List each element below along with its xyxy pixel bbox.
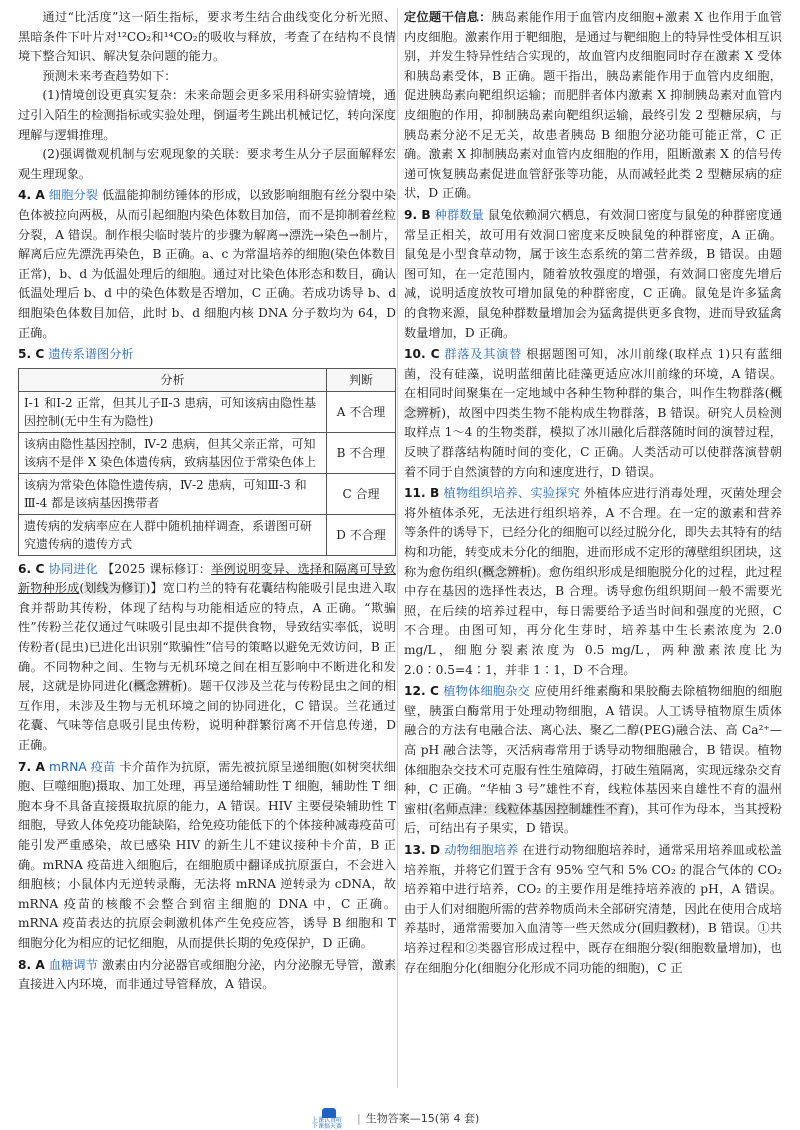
note-label: 回归教材 xyxy=(641,921,691,936)
page-number xyxy=(352,1110,479,1126)
topic-tag: 种群数量 xyxy=(434,207,484,222)
note-label: 概念辨析 xyxy=(482,564,532,579)
analysis-table xyxy=(18,368,396,556)
judgement-cell: D 不合理 xyxy=(327,514,396,555)
subject-page: 生物答案—15 xyxy=(365,1112,435,1125)
table-row xyxy=(19,473,396,514)
analysis-cell: 遗传病的发病率应在人群中随机抽样调查，系谱图可研究遗传病的遗传方式 xyxy=(19,514,327,555)
question-number: 10. C xyxy=(404,347,440,362)
answer-7 xyxy=(18,758,396,954)
answer-text: 根据题图可知，冰川前缘(取样点 1)只有蓝细菌，没有硅藻，说明蓝细菌比硅藻更适应冰川前缘的环境，A 错误。在相同时间聚集在一定地域中各种生物种群的集合，叫作生物群落( xyxy=(404,347,783,401)
question-number: 7. A xyxy=(18,759,45,774)
answer-9 xyxy=(404,206,782,343)
analysis-cell: 该病由隐性基因控制，Ⅳ-2 患病，但其父亲正常，可知该病不是伴 X 染色体遗传病，致病基因位于常染色体上 xyxy=(19,432,327,473)
question-number: 8. A xyxy=(18,957,45,972)
answer-text: )。题干仅涉及兰花与传粉昆虫之间的相互作用，未涉及生物与无机环境之间的协同进化，C 错误。兰花通过花囊、气味等信息吸引昆虫传粉，说明种群繁衍离不开信息传递，D 正确。 xyxy=(18,679,397,753)
answer-11 xyxy=(404,484,782,680)
topic-tag: 植物组织培养、实验探究 xyxy=(443,486,580,501)
column-header: 判断 xyxy=(327,368,396,391)
answer-13 xyxy=(404,841,782,978)
answer-text: 低温能抑制纺锤体的形成，以致影响细胞有丝分裂中染色体被拉向两极，从而引起细胞内染色体数目加倍，而不是抑制着丝粒分裂，A 错误。制作根尖临时装片的步骤为解离→漂洗→染色→制片，解离后应先漂洗再染色，B 正确。a、c 为常温培养的细胞(染色体数目正常)，b、d 为低温处理后的细胞。通过对比染色体形态和数目，确认低温处理后 b、d 中的染色体数是否增加，C 正确。若成功诱导 b、d 细胞染色体数目加倍，此时 b、d 细胞内核 DNA 分子数均为 64，D 正确。 xyxy=(18,188,397,340)
logo-text: 上课认真听 xyxy=(312,1117,343,1124)
answer-5 xyxy=(18,345,396,365)
topic-tag: 遗传系谱图分析 xyxy=(48,347,134,362)
answer-text: 外植体应进行消毒处理，灭菌处理会将外植体杀死，无法进行组织培养，A 不合理。在一定的激素和营养等条件的诱导下，已经分化的细胞可以经过脱分化，即失去其特有的结构和功能，转变成未分化的细胞，进而形成不定形的薄壁组织团块，这称为愈伤组织( xyxy=(404,486,783,579)
intro-paragraph: 预测未来考查趋势如下： xyxy=(42,68,177,83)
answer-text: 在进行动物细胞培养时，通常采用培养皿或松盖培养瓶，并将它们置于含有 95% 空气和 5% CO₂ 的混合气体的 CO₂ 培养箱中进行培养，CO₂ 的主要作用是维持培养液的 pH，A 错误。由于人们对细胞所需的营养物质尚未全部研究清楚，因此在使用合成培养基时，通常需要加入血清等一些天然成分( xyxy=(404,842,783,936)
question-number: 11. B xyxy=(404,486,440,501)
question-number: 5. C xyxy=(18,347,45,362)
answer-text: )，B 错误。①共培养过程和②类器官形成过程中，既存在细胞分裂(细胞数量增加)，也存在细胞分化(细胞分化形成不同功能的细胞)，C 正 xyxy=(404,921,782,975)
page-footer xyxy=(0,1108,800,1128)
answer-text: )，故图中四类生物不能构成生物群落，B 错误。研究人员检测取样点 1～4 的生物类群，模拟了冰川融化后群落随时间的演替过程，反映了群落结构随时间的变化，C 正确。人类活动可以使群落演替朝着不同于自然演替的方向和速度进行，D 错误。 xyxy=(404,405,782,479)
topic-tag: 协同进化 xyxy=(48,561,98,576)
table-row xyxy=(19,432,396,473)
analysis-cell: Ⅰ-1 和Ⅰ-2 正常，但其儿子Ⅱ-3 患病，可知该病由隐性基因控制(无中生有为隐性) xyxy=(19,391,327,432)
logo-text: 下课搞天赛 xyxy=(312,1123,343,1130)
set-label: (第 4 套) xyxy=(434,1112,480,1125)
column-header: 分析 xyxy=(19,368,327,391)
judgement-cell: C 合理 xyxy=(327,473,396,514)
intro-paragraph: 通过“比活度”这一陌生指标，要求考生结合曲线变化分析光照、黑暗条件下叶片对¹²CO₂和¹⁴CO₂的吸收与释放，考查了在结构不良情境下整合知识、解决复杂问题的能力。 xyxy=(18,10,396,64)
column-divider xyxy=(397,8,398,1088)
answer-4 xyxy=(18,186,396,343)
note-label: 概念辨析 xyxy=(404,386,783,420)
separator: | xyxy=(357,1112,361,1125)
note-label: 概念辨析 xyxy=(133,679,183,694)
judgement-cell: A 不合理 xyxy=(327,391,396,432)
question-number: 13. D xyxy=(404,842,441,857)
topic-tag: 动物细胞培养 xyxy=(444,842,519,857)
judgement-cell: B 不合理 xyxy=(327,432,396,473)
answer-text: 激素由内分泌器官或细胞分泌，内分泌腺无导管，激素直接进入内环境，而非通过导管释放，A 错误。 xyxy=(18,957,397,992)
topic-tag: 群落及其演替 xyxy=(443,347,523,362)
analysis-cell: 该病为常染色体隐性遗传病，Ⅳ-2 患病，可知Ⅲ-3 和Ⅲ-4 都是该病基因携带者 xyxy=(19,473,327,514)
table-row xyxy=(19,391,396,432)
question-number: 6. C xyxy=(18,561,45,576)
answer-text: )。愈伤组织形成是细胞脱分化的过程，此过程中存在基因的选择性表达，B 合理。诱导愈伤组织期间一般不需要光照，在后续的培养过程中，每日需要给予适当时间和强度的光照，C 不合理。由图可知，再分化生芽时，培养基中生长素浓度为 2.0 mg/L，细胞分裂素浓度为 0.5 mg/L，两种激素浓度比为 2.0∶0.5=4∶1，并非 1∶1，D 不合理。 xyxy=(404,564,782,677)
answer-text: 卡介苗作为抗原，需先被抗原呈递细胞(如树突状细胞、巨噬细胞)摄取、加工处理，再呈递给辅助性 T 细胞，辅助性 T 细胞本身不具备直接摄取抗原的能力，A 错误。HIV 主要侵染辅助性 T 细胞，导致人体免疫功能缺陷，给免疫功能低下的个体接种减毒疫苗可能引发严重感染，故已感染 HIV 的新生儿不建议接种卡介苗，B 正确。mRNA 疫苗进入细胞后，在细胞质中翻译成抗原蛋白，不会进入细胞核；小鼠体内无逆转录酶，无法将 mRNA 逆转录为 cDNA，故 mRNA 疫苗的核酸不会整合到宿主细胞的 DNA 中，C 正确。mRNA 疫苗表达的抗原会刺激机体产生免疫应答，诱导 B 细胞和 T 细胞分化为相应的记忆细胞，从而提供长期的免疫保护，D 正确。 xyxy=(18,759,396,950)
answer-text: 鼠兔依赖洞穴栖息，有效洞口密度与鼠兔的种群密度通常呈正相关，故可用有效洞口密度来反映鼠兔的种群密度，A 正确。鼠兔是小型食草动物，属于该生态系统的第二营养级，B 错误。由题图可知，在一定范围内，随着放牧强度的增强，有效洞口密度先增后减，说明适度放牧可增加鼠兔的种群密度，C 正确。鼠兔是许多猛禽的食物来源，鼠兔种群数量增加会为猛禽提供更多食物，进而导致猛禽数量增加，D 正确。 xyxy=(404,207,783,340)
answer-text: )，其可作为母本，当其授粉后，可结出有子果实，D 错误。 xyxy=(404,801,782,836)
table-row xyxy=(19,514,396,555)
intro-paragraph: (2)强调微观机制与宏观现象的关联：要求考生从分子层面解释宏观生理现象。 xyxy=(18,147,396,181)
topic-tag: 血糖调节 xyxy=(48,957,98,972)
answer-12 xyxy=(404,682,782,839)
note-label: 定位题干信息： xyxy=(404,10,492,24)
question-number: 4. A xyxy=(18,188,45,203)
topic-tag: 细胞分裂 xyxy=(48,188,98,203)
topic-tag: 植物体细胞杂交 xyxy=(443,684,531,699)
answer-8-continued xyxy=(404,8,782,204)
revised-standard-text: 举例说明变异、选择和隔离可导致新物种形成 xyxy=(18,561,397,596)
answer-text: 应使用纤维素酶和果胶酶去除植物细胞的细胞壁，胰蛋白酶常用于处理动物细胞，A 错误。人工诱导植物原生质体融合的方法有电融合法、离心法、聚乙二醇(PEG)融合法、高 Ca²⁺—高 pH 融合法等，灭活病毒常用于诱导动物细胞融合，B 错误。植物体细胞杂交技术可克服有性生殖障碍，打破生殖隔离，实现远缘杂交育种，C 正确。“华柚 3 号”雄性不育，线粒体基因来自雄性不育的温州蜜柑( xyxy=(404,684,783,816)
publisher-logo xyxy=(312,1108,346,1128)
question-number: 12. C xyxy=(404,684,439,699)
table-header-row xyxy=(19,368,396,391)
note-label: 名师点津：线粒体基因控制雄性不育 xyxy=(433,801,630,816)
answer-text: )】宽口杓兰的特有花囊结构能吸引昆虫进入取食并帮助其传粉，体现了结构与功能相适应的特点，A 正确。“欺骗性”传粉兰花仅通过气味吸引昆虫却不提供食物，导致结实率低，说明传粉者(昆虫)已进化出识别“欺骗性”信号的策略以避免无效访问，B 正确。不同物种之间、生物与无机环境之间在相互影响中不断进化和发展，这就是协同进化( xyxy=(18,581,397,694)
answer-text: 【2025 课标修订： xyxy=(101,561,212,576)
left-column xyxy=(18,8,396,995)
topic-tag: mRNA 疫苗 xyxy=(48,759,116,774)
right-column xyxy=(404,8,782,978)
question-number: 9. B xyxy=(404,207,431,222)
answer-6 xyxy=(18,560,396,756)
answer-text: ( xyxy=(79,581,85,596)
answer-10 xyxy=(404,345,782,482)
intro-paragraph: (1)情境创设更真实复杂：未来命题会更多采用科研实验情境，通过引入陌生的检测指标或实验处理，倒逼考生跳出机械记忆，转向深度理解与逻辑推理。 xyxy=(18,88,396,142)
answer-8 xyxy=(18,956,396,995)
note-label: 划线为修订 xyxy=(84,581,146,596)
answer-text: 胰岛素能作用于血管内皮细胞+激素 X 也作用于血管内皮细胞。激素作用于靶细胞，是通过与靶细胞上的特异性受体相互识别，并发生特异性结合实现的，故血管内皮细胞同时存在激素 X 受体和胰岛素受体，B 正确。题干指出，胰岛素能作用于血管内皮细胞，促进胰岛素向靶组织运输；而肥胖者体内激素 X 抑制胰岛素对血管内皮细胞的作用，抑制胰岛素向靶组织运输，最终引发 2 型糖尿病，与胰岛素分泌不足无关，故患者胰岛 B 细胞分泌功能可能正常，C 正确。激素 X 抑制胰岛素对血管内皮细胞的作用，阻断激素 X 的信号传递可恢复胰岛素促进血管舒张等功能，从而减轻此类 2 型糖尿病的症状，D 正确。 xyxy=(404,10,782,201)
